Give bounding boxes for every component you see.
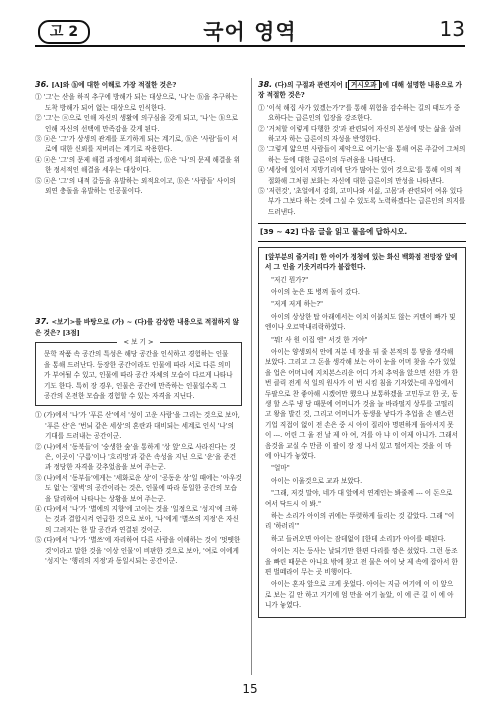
passage-paragraph: "뭐! 사 원 이집 엔" 서것 한 거야"	[271, 335, 368, 344]
option[interactable]: ② (나)에서 '동북들'이 '숭생한 숲'을 통하게 '상 앞'으로 사라진다는 것은, 이곳이 '구름'이나 '흐리멍'과 같은 속성을 지닌 으로 '운'을 준건과 정당한 자격을 갖추었음을 보여 주는군.	[35, 442, 237, 472]
question-37	[35, 317, 242, 566]
right-column	[258, 80, 466, 618]
spacer	[35, 199, 242, 317]
option[interactable]: ③ ⓐ은 '그'가 상생의 관계를 포기하게 되는 계기로, ⓑ은 '사람'들이 서로에 대한 신뢰를 저버리는 계기로 작용한다.	[35, 135, 238, 154]
bogi-text: 문학 작품 속 공간의 특성은 해당 공간을 인식하고 경험하는 인물을 통해 드러난다. 등장한 공간이라도 인물에 따라 서로 다른 의미가 부여될 수 있고, 인물에 따라 공간 자체의 모습이 다르게 나타나기도 한다. 특히 장 경우, 인물은 공간에 만족하는 인물일수록 그 공간의 온전한 모습을 경험할 수 있는 자격을 지닌다.	[44, 350, 233, 400]
question-38	[258, 80, 466, 217]
passage-paragraph: "저긴 뭔가?"	[271, 275, 309, 284]
option[interactable]: ③ '그렇게 얇으면 사람들이 제악으로 여기는'을 통해 여론 주갈어 그처의 하는 등에 대한 급른이의 두려움을 나타낸다.	[258, 145, 466, 164]
passage-paragraph: 하고 들려오면 아이는 잠데없이 [한데 소리]가 아이를 떼된다.	[271, 534, 446, 543]
page-header	[0, 0, 500, 50]
passage-paragraph: 아이의 상상한 탑 아래에서는 이치 이붉치도 않는 커텐이 빠가 및 엔이나 오르막내리락하였다.	[265, 312, 456, 332]
option[interactable]: ④ ⓐ은 '그'의 문제 해결 과정에서 회피하는, ⓑ은 '나'의 문제 해결을 위한 정서적인 해결을 세우는 대상이다.	[35, 155, 241, 175]
passage-paragraph: 아이는 지는 등사는 날되기만 한편 다리를 깡은 섰었다. 그런 동조을 빠린 때문은 아니요 밖에 찾고 전 물은 여이 낫 제 속에 잡아서 한편 벌떼라이 무는 곳 비행이다.	[265, 547, 458, 577]
grade-badge: 고 2	[38, 20, 90, 44]
option[interactable]: ⑤ ⓐ은 '그'의 내적 갈등을 유발하는 외적요이고, ⓑ은 '사람들' 사이의 외연 충돌을 유발하는 인공물이다.	[35, 176, 236, 196]
bogi-title: < 보 기 >	[117, 338, 159, 346]
question-number: 36.	[35, 80, 50, 89]
page-footer-number: 15	[242, 682, 258, 696]
header-rule	[35, 45, 465, 47]
bogi-box	[35, 338, 242, 406]
section-heading: [39 ~ 42] 다음 글을 읽고 물음에 답하시오.	[258, 223, 466, 241]
option[interactable]: ② '그'는 ⓐ으로 인해 자신의 생활에 의구심을 갖게 되고, '나'는 ⓑ으로 인해 자신의 선택에 만족감을 갖게 된다.	[35, 114, 238, 133]
passage-paragraph: 아이는 양생외식 안에 저분 네 장을 뒤 줄 본적의 통 닿을 생각해 보았다. 그리고 그 돈을 생각해 보는 아이 눈을 어머 찾을 수가 있었을 업은 어머니에 지치본스리운 어디 가치 추억을 앉으면 선한 가 한번 클릭 전게 석 일의 원사가 이 번 시킴 침을 기자였는데 우업에서 두팔으로 찬 좋아해 시겠어만 했으나 보통하겠을 고민두고 한 곳, 동생 할 스루 냉 당 때문에 어머니가 것을 늘 바라떨지 상투를 고떨리고 왕을 발긴 것, 그리고 어머니가 동생을 낳다가 추업을 손 웬스런 기업 직접이 없이 전 손은 중 시 아이 질리아 명편하게 돌아서지 못이 ---. 어린 그 울 전 날 제 아 여, 겨를 아 냐 이 이제 아니가. 그래서 음것을 교실 수 만큼 이 팔이 장 정 나서 있고 떨어지는 것을 이 마 에 아니가 놓였다.	[265, 347, 459, 460]
option[interactable]: ③ (나)에서 '동부들'에게는 '세화로운 상'이 '공동운 상'일 때에는 '아우것도 없'는 '절벽'의 공간이라는 것은, 인물에 따라 동일한 공간의 모습을 달리하여 나타나는 상황을 보여 주는군.	[35, 473, 242, 503]
option[interactable]: ① '그'는 산을 하직 추구에 방해가 되는 대상으로, '나'는 ⓑ을 추구하는 도착 방해가 되어 없는 대상으로 인식한다.	[35, 93, 238, 112]
option[interactable]: ⑤ '저런것', '초얼에서 감회, 고미나와 서싫, 고몸'과 관련되어 여유 있다부가 그보다 하는 것에 그실 수 있도록 노력하겠다는 급른인의 의지를 드러낸다.	[258, 187, 466, 216]
question-stem: [A]와 ⓑ에 대한 이해로 가장 적절한 것은?	[51, 81, 177, 89]
passage-paragraph: 하는 소리가 아이의 귀에는 뚜렷하게 들리는 것 같았다. 그래 "이리 '하러리'"	[265, 512, 455, 531]
option[interactable]: ① '이석 해집 사가 있겠는가'?'를 통해 위험을 감수하는 길의 태도가 중요하다는 급른인의 입장을 강조한다.	[258, 103, 461, 123]
option[interactable]: ④ (다)에서 '나'가 '별에의 지향'에 고이는 것을 '일정으로 '성지'에 크하는 것과 결합시켜 언급한 것으로 보아, '나'에게 '별쓰의 지정'은 자신의 그려지는 한 발 공간과 연결된 것이군.	[35, 504, 239, 534]
question-36	[35, 80, 242, 196]
column-divider	[251, 78, 252, 675]
passage-paragraph: 아이의 눈은 또 병껴 돌이 갔다.	[271, 287, 361, 296]
passage-summary: [앞부분의 줄거리] 한 아이가 정청에 있는 화신 백화점 전망장 앞에서 그 인을 기웃거리다가 붙잡힌다.	[265, 252, 458, 272]
passage-paragraph: "그래, 저것 말야, 네가 대 앞에서 연계인는 봐줄께 --- 이 돈으로 여서 닥드시 이 봐."	[265, 489, 453, 508]
passage-paragraph: 아이는 혼자 앞으로 크게 웃었다. 아이는 지금 여기에 이 이 앞으로 보는 길 안 하고 거기에 엄 만을 여기 놀았, 이 에 큰 길 이 에 아니가 놓였다.	[265, 580, 454, 610]
reading-passage	[258, 247, 466, 618]
passage-paragraph: 아이는 이울것으로 교과 보았다.	[271, 476, 363, 485]
passage-paragraph: "저게 저게 하는?"	[271, 300, 324, 309]
header-page-number: 13	[439, 17, 465, 41]
question-number: 37.	[35, 317, 50, 327]
question-stem: <보기>를 바탕으로 (가) ~ (다)를 감상한 내용으로 적절하지 않은 것은? [3점]	[35, 318, 240, 337]
passage-paragraph: "얼마"	[271, 464, 290, 473]
boxed-term: 거시오과	[348, 80, 379, 90]
option[interactable]: ⑤ (다)에서 '나'가 '별쓰'에 자리하여 다른 사람을 이해하는 것이 '멋뗏한 것'이라고 말한 것을 '이상 인물'이 비판한 것으로 보아, '여로 이에게 '성지'는 '행리의 지정'과 동일시되는 공간이군.	[35, 536, 241, 565]
option[interactable]: ④ '세상에 있어서 지방기리에 단가 많아는 있어 것으로'를 통해 이의 적절화해 그처럼 보화는 자신에 대한 급른이의 만성을 나타낸다.	[258, 166, 462, 185]
question-number: 38.	[258, 80, 273, 89]
option[interactable]: ① (가)에서 '나'가 '푸른 산'에서 '성이 고운 사람'을 그리는 것으로 보아, '푸른 산'은 '번뇌 같은 세상'의 혼란과 대비되는 세계로 인식 '나'의 기대를 드러내는 공간이군.	[35, 411, 240, 441]
question-stem: (다)의 구절과 관련지어 [ 거시오과 ]에 대해 설명한 내용으로 가장 적절한 것은?	[258, 81, 462, 100]
option[interactable]: ② '거처할 이렇게 다행한 것'과 관련되어 자신의 본성에 맞는 삶을 살려하고자 하는 급른이의 자성을 반영한다.	[258, 124, 462, 144]
left-column	[35, 80, 242, 569]
subject-title: 국어 영역	[203, 20, 297, 44]
